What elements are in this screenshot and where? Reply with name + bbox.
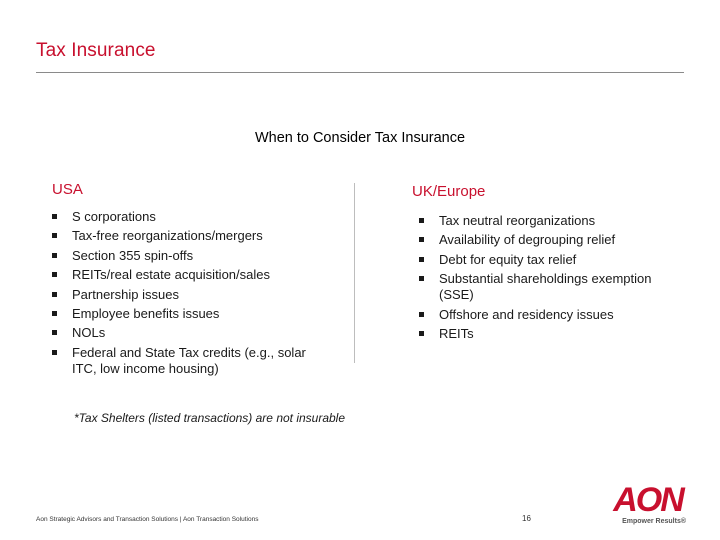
list-item	[419, 213, 679, 229]
list-item-text: REITs	[439, 325, 474, 341]
list-item	[419, 326, 679, 342]
bullet-icon	[52, 233, 57, 238]
bullet-icon	[419, 218, 424, 223]
europe-bullet-list	[419, 213, 679, 345]
list-item-text: Tax neutral reorganizations	[439, 213, 596, 228]
logo-wordmark: AON	[613, 481, 683, 519]
bullet-icon	[52, 350, 57, 355]
list-item-text: Debt for equity tax relief	[439, 251, 577, 267]
europe-column-heading: UK/Europe	[412, 183, 486, 200]
list-item	[419, 232, 679, 248]
footnote: *Tax Shelters (listed transactions) are not insurable	[74, 411, 346, 425]
bullet-icon	[52, 292, 57, 297]
bullet-icon	[52, 311, 57, 316]
list-item-text: Employee benefits issues	[72, 305, 220, 321]
title-divider	[36, 72, 684, 73]
list-item-text: Tax-free reorganizations/mergers	[72, 228, 263, 244]
list-item	[419, 307, 679, 323]
list-item	[52, 345, 332, 377]
list-item	[52, 306, 332, 322]
list-item-text: Section 355 spin-offs	[72, 247, 194, 263]
list-item	[419, 252, 679, 268]
list-item	[52, 325, 332, 341]
list-item	[419, 271, 679, 303]
list-item	[52, 287, 332, 303]
bullet-icon	[419, 312, 424, 317]
bullet-icon	[52, 330, 57, 335]
bullet-icon	[419, 331, 424, 336]
list-item-text: REITs/real estate acquisition/sales	[72, 267, 270, 283]
list-item-text: Partnership issues	[72, 286, 179, 302]
bullet-icon	[52, 272, 57, 277]
list-item-text: Substantial shareholdings exemption (SSE)	[439, 271, 652, 303]
bullet-icon	[419, 237, 424, 242]
list-item	[52, 267, 332, 283]
column-divider	[354, 183, 355, 363]
list-item-text: Federal and State Tax credits (e.g., solar ITC, low income housing)	[72, 344, 306, 376]
usa-column-heading: USA	[52, 181, 83, 198]
section-heading: When to Consider Tax Insurance	[254, 130, 466, 146]
list-item-text: Offshore and residency issues	[439, 306, 614, 322]
bullet-icon	[52, 214, 57, 219]
list-item-text: NOLs	[72, 325, 106, 341]
list-item	[52, 209, 332, 225]
list-item	[52, 228, 332, 244]
bullet-icon	[52, 253, 57, 258]
list-item	[52, 248, 332, 264]
list-item-text: Availability of degrouping relief	[439, 232, 616, 248]
bullet-icon	[419, 276, 424, 281]
footer-text: Aon Strategic Advisors and Transaction Solutions | Aon Transaction Solutions	[36, 516, 259, 523]
page-number: 16	[522, 514, 531, 523]
usa-bullet-list	[52, 209, 332, 380]
slide-title: Tax Insurance	[36, 40, 156, 61]
bullet-icon	[419, 257, 424, 262]
aon-logo-icon	[608, 478, 688, 526]
list-item-text: S corporations	[72, 209, 156, 224]
logo-tagline: Empower Results®	[622, 518, 686, 525]
